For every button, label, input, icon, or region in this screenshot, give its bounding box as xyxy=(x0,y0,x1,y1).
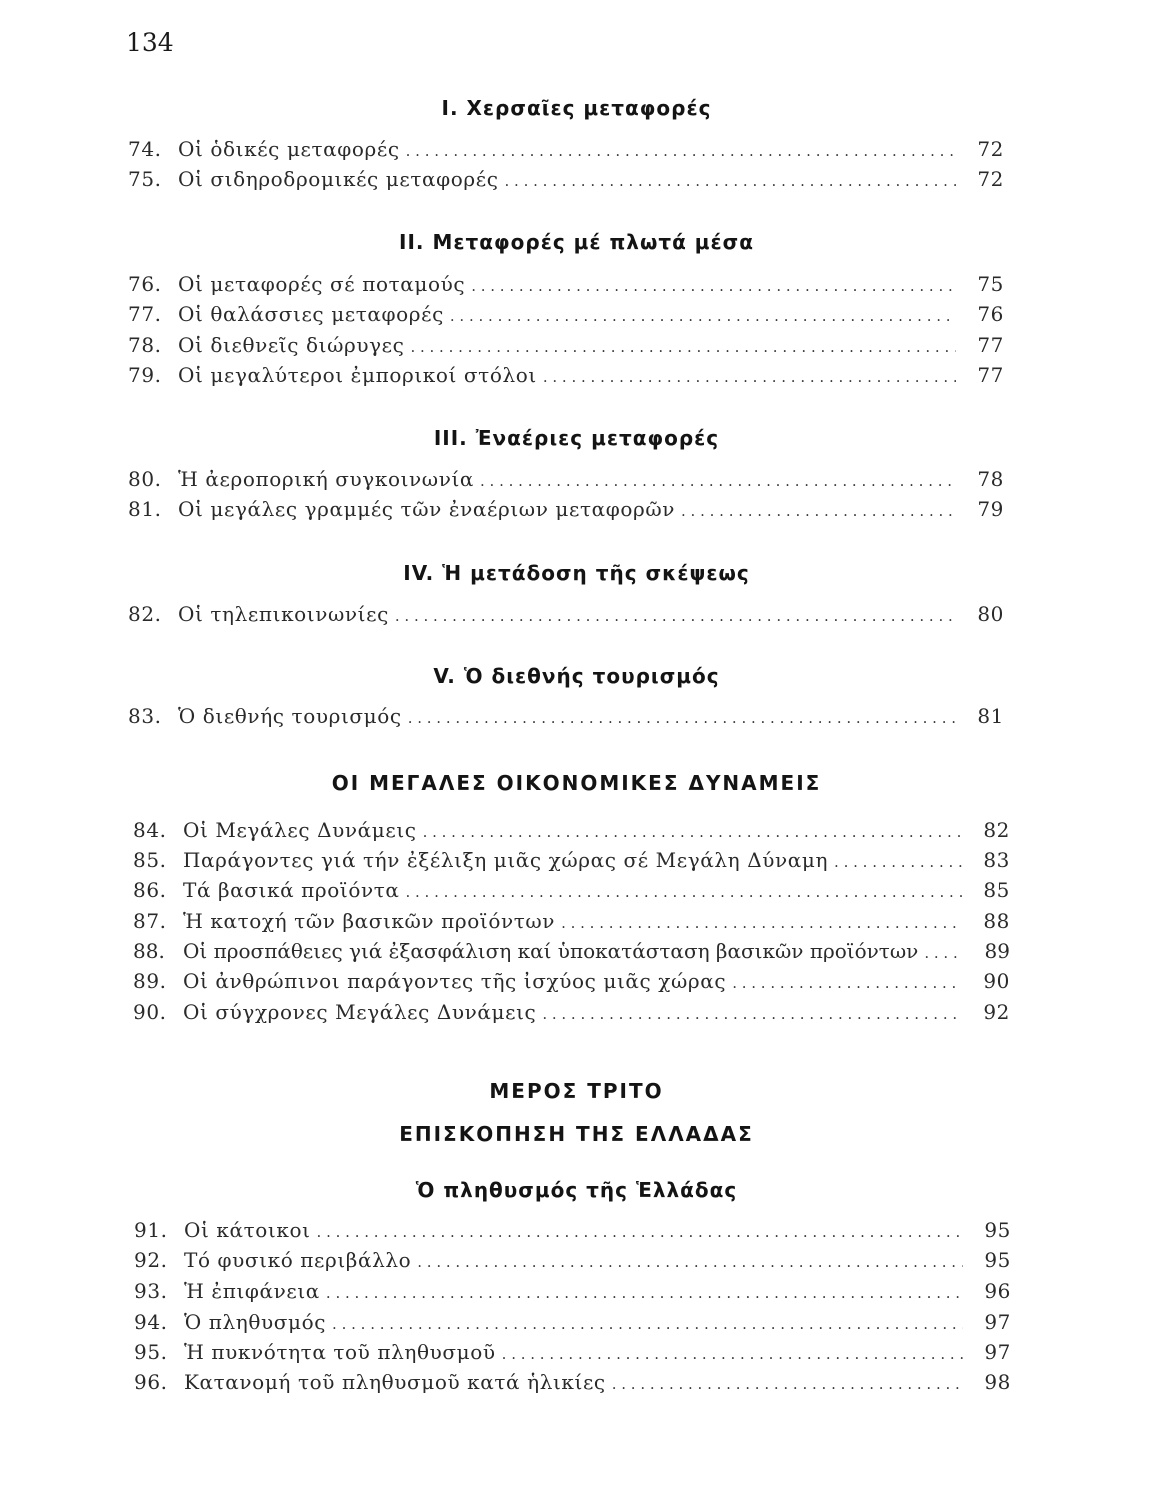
dot-leader xyxy=(326,1284,963,1302)
dot-leader xyxy=(408,709,956,727)
entry-title: Τά βασικά προϊόντα xyxy=(183,878,400,902)
entry-page: 92 xyxy=(983,1000,1010,1024)
entry-page: 97 xyxy=(984,1340,1011,1364)
entry-title: Οἱ Μεγάλες Δυνάμεις xyxy=(183,818,417,842)
dot-leader xyxy=(681,502,956,520)
part-subtitle: ΕΠΙΣΚΟΠΗΣΗ ΤΗΣ ΕΛΛΑΔΑΣ xyxy=(399,1122,754,1146)
entry-title: Ἡ ἀεροπορική συγκοινωνία xyxy=(178,467,475,491)
entry-number: 84. xyxy=(133,818,167,842)
entry-page: 78 xyxy=(977,467,1004,491)
toc-entry xyxy=(134,1279,1011,1309)
entry-title: Οἱ διεθνεῖς διώρυγες xyxy=(178,333,405,357)
entry-page: 72 xyxy=(977,137,1004,161)
entry-page: 81 xyxy=(977,704,1004,728)
dot-leader xyxy=(410,338,956,356)
toc-entry xyxy=(133,848,1010,878)
entry-number: 81. xyxy=(128,497,162,521)
dot-leader xyxy=(405,883,962,901)
chapter-heading: Ὁ πληθυσμός τῆς Ἑλλάδας xyxy=(415,1178,738,1202)
toc-entry xyxy=(128,333,1004,363)
entry-number: 87. xyxy=(133,909,167,933)
entry-title: Οἱ σιδηροδρομικές μεταφορές xyxy=(178,167,499,191)
entry-title: Οἱ μεταφορές σέ ποταμούς xyxy=(178,272,466,296)
entry-number: 74. xyxy=(128,137,162,161)
toc-entry xyxy=(134,1370,1011,1400)
entry-number: 88. xyxy=(133,939,165,963)
toc-entry xyxy=(128,272,1004,302)
toc-entry xyxy=(128,497,1004,527)
dot-leader xyxy=(561,914,962,932)
toc-entry xyxy=(128,302,1004,332)
dot-leader xyxy=(317,1223,963,1241)
toc-entry xyxy=(128,704,1004,734)
entry-number: 80. xyxy=(128,467,162,491)
entry-number: 94. xyxy=(134,1310,168,1334)
entry-number: 89. xyxy=(133,969,167,993)
entry-title: Οἱ μεγαλύτεροι ἐμπορικοί στόλοι xyxy=(178,363,537,387)
toc-entry xyxy=(134,1218,1011,1248)
toc-entry xyxy=(133,818,1010,848)
entry-page: 83 xyxy=(983,848,1010,872)
entry-number: 86. xyxy=(133,878,167,902)
entry-page: 76 xyxy=(977,302,1004,326)
toc-entry xyxy=(133,878,1010,908)
dot-leader xyxy=(480,472,956,490)
entry-title: Κατανομή τοῦ πληθυσμοῦ κατά ἡλικίες xyxy=(184,1370,606,1394)
entry-number: 76. xyxy=(128,272,162,296)
dot-leader xyxy=(612,1375,963,1393)
entry-page: 95 xyxy=(984,1218,1011,1242)
toc-entry xyxy=(134,1340,1011,1370)
dot-leader xyxy=(924,944,962,962)
entry-number: 82. xyxy=(128,602,162,626)
entry-page: 82 xyxy=(983,818,1010,842)
dot-leader xyxy=(450,307,956,325)
entry-page: 80 xyxy=(977,602,1004,626)
entry-title: Ἡ κατοχή τῶν βασικῶν προϊόντων xyxy=(183,909,556,933)
entry-title: Ὁ πληθυσμός xyxy=(184,1310,327,1334)
entry-page: 79 xyxy=(977,497,1004,521)
entry-number: 83. xyxy=(128,704,162,728)
entry-number: 91. xyxy=(134,1218,168,1242)
toc-entry xyxy=(133,909,1010,939)
dot-leader xyxy=(505,172,956,190)
dot-leader xyxy=(406,142,956,160)
toc-entry xyxy=(128,167,1004,197)
entry-page: 85 xyxy=(983,878,1010,902)
entry-page: 90 xyxy=(983,969,1010,993)
dot-leader xyxy=(502,1345,963,1363)
toc-entry xyxy=(134,1248,1011,1278)
entry-page: 77 xyxy=(977,333,1004,357)
section-heading-4: IV. Ἡ μετάδοση τῆς σκέψεως xyxy=(403,561,750,585)
section-heading-6: ΟΙ ΜΕΓΑΛΕΣ ΟΙΚΟΝΟΜΙΚΕΣ ΔΥΝΑΜΕΙΣ xyxy=(331,771,822,795)
section-heading-2: II. Μεταφορές μέ πλωτά μέσα xyxy=(399,230,754,254)
section-heading-5: V. Ὁ διεθνής τουρισμός xyxy=(433,664,720,688)
dot-leader xyxy=(834,853,962,871)
section-heading-1: I. Χερσαῖες μεταφορές xyxy=(441,96,712,120)
entry-number: 75. xyxy=(128,167,162,191)
toc-entry xyxy=(133,939,1010,969)
part-title: ΜΕΡΟΣ ΤΡΙΤΟ xyxy=(489,1079,664,1103)
entry-page: 97 xyxy=(984,1310,1011,1334)
dot-leader xyxy=(417,1253,963,1271)
toc-entry xyxy=(133,1000,1010,1030)
dot-leader xyxy=(395,607,956,625)
entry-number: 92. xyxy=(134,1248,168,1272)
toc-entry xyxy=(133,969,1010,999)
dot-leader xyxy=(332,1315,963,1333)
entry-title: Οἱ κάτοικοι xyxy=(184,1218,311,1242)
dot-leader xyxy=(471,277,956,295)
entry-title: Οἱ θαλάσσιες μεταφορές xyxy=(178,302,444,326)
entry-number: 77. xyxy=(128,302,162,326)
toc-entry xyxy=(128,363,1004,393)
entry-title: Παράγοντες γιά τήν ἐξέλιξη μιᾶς χώρας σέ Μεγάλη Δύναμη xyxy=(183,848,829,872)
entry-page: 96 xyxy=(984,1279,1011,1303)
entry-title: Οἱ τηλεπικοινωνίες xyxy=(178,602,389,626)
entry-title: Οἱ προσπάθειες γιά ἐξασφάλιση καί ὑποκατάσταση βασικῶν προϊόντων xyxy=(183,939,919,963)
toc-entry xyxy=(134,1310,1011,1340)
section-heading-3: III. Ἐναέριες μεταφορές xyxy=(433,426,720,450)
entry-title: Ὁ διεθνής τουρισμός xyxy=(178,704,402,728)
entry-title: Ἡ ἐπιφάνεια xyxy=(184,1279,320,1303)
dot-leader xyxy=(542,1005,962,1023)
entry-page: 77 xyxy=(977,363,1004,387)
dot-leader xyxy=(423,823,962,841)
entry-title: Οἱ μεγάλες γραμμές τῶν ἐναέριων μεταφορῶν xyxy=(178,497,676,521)
entry-number: 85. xyxy=(133,848,167,872)
entry-page: 89 xyxy=(984,939,1010,963)
entry-number: 78. xyxy=(128,333,162,357)
entry-title: Ἡ πυκνότητα τοῦ πληθυσμοῦ xyxy=(184,1340,496,1364)
entry-page: 98 xyxy=(984,1370,1011,1394)
entry-page: 72 xyxy=(977,167,1004,191)
entry-title: Οἱ ἀνθρώπινοι παράγοντες τῆς ἰσχύος μιᾶς χώρας xyxy=(183,969,727,993)
toc-entry xyxy=(128,467,1004,497)
toc-entry xyxy=(128,602,1004,632)
entry-page: 95 xyxy=(984,1248,1011,1272)
dot-leader xyxy=(543,368,956,386)
page-number: 134 xyxy=(126,28,174,57)
dot-leader xyxy=(732,974,962,992)
entry-title: Οἱ ὁδικές μεταφορές xyxy=(178,137,400,161)
entry-title: Οἱ σύγχρονες Μεγάλες Δυνάμεις xyxy=(183,1000,537,1024)
entry-number: 79. xyxy=(128,363,162,387)
entry-title: Τό φυσικό περιβάλλο xyxy=(184,1248,412,1272)
entry-page: 88 xyxy=(983,909,1010,933)
entry-page: 75 xyxy=(977,272,1004,296)
entry-number: 93. xyxy=(134,1279,168,1303)
entry-number: 95. xyxy=(134,1340,168,1364)
entry-number: 96. xyxy=(134,1370,168,1394)
entry-number: 90. xyxy=(133,1000,167,1024)
toc-entry xyxy=(128,137,1004,167)
